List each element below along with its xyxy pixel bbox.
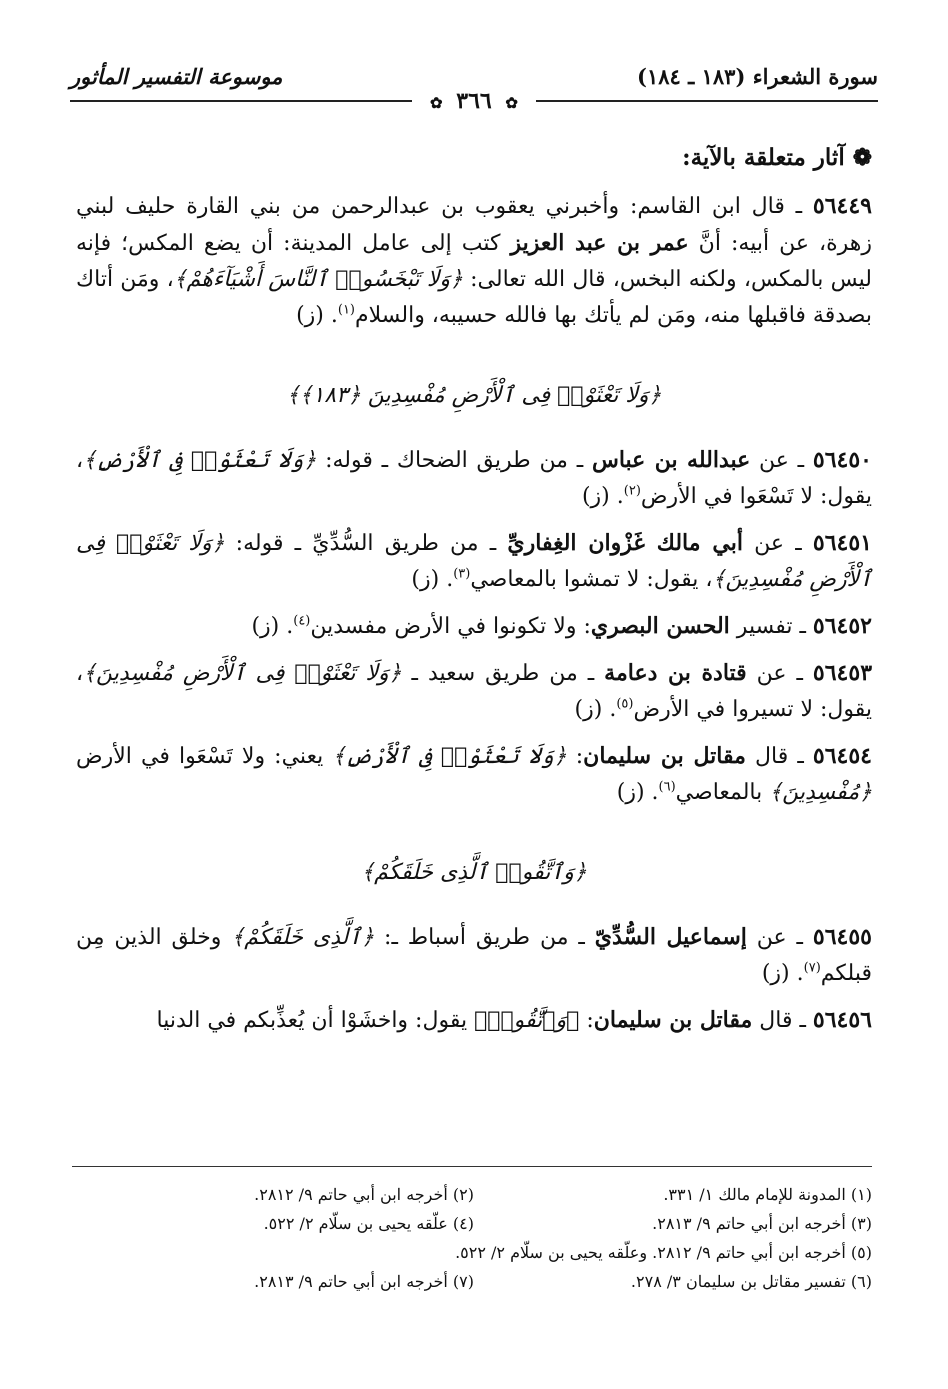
footnote-5: (٥) أخرجه ابن أبي حاتم ٩/ ٢٨١٢. وعلّقه يحيى بن سلّام ٢/ ٥٢٢. — [455, 1243, 872, 1262]
quran-quote: ﴿وَلَا تَعْثَوْا۟ فِى ٱلْأَرْضِ مُفْسِدِينَ﴾ — [76, 531, 872, 592]
footnote-6: (٦) تفسير مقاتل بن سليمان ٣/ ٢٧٨. — [630, 1272, 872, 1291]
footnote-3: (٣) أخرجه ابن أبي حاتم ٩/ ٢٨١٣. — [652, 1214, 872, 1233]
quran-quote: ﴿وَلَا تَعْثَوْا۟ فِى ٱلْأَرْضِ﴾ — [83, 448, 317, 473]
footnote-1: (١) المدونة للإمام مالك ١/ ٣٣١. — [663, 1185, 872, 1204]
footnote-ref: (٢) — [623, 483, 641, 499]
narration-5455: ٥٦٤٥٥ ـ عن إسماعيل السُّدِّيّ ـ من طريق أسباط ـ: ﴿ٱلَّذِى خَلَقَكُمْ﴾ وخلق الذين مِن قبلكم$^{(٧)}$. (ز) — [76, 924, 872, 986]
narration-5453: ٥٦٤٥٣ ـ عن قتادة بن دعامة ـ من طريق سعيد ـ ﴿وَلَا تَعْثَوْا۟ فِى ٱلْأَرْضِ مُفْسِدِينَ﴾، يقول: لا تسيروا في الأرض$^{(٥)}$. (ز) — [76, 660, 873, 722]
narration-number: ٥٦٤٥٤ — [812, 743, 872, 769]
narration-5456: ٥٦٤٥٦ ـ قال مقاتل بن سليمان: ﴿وَٱتَّقُوا۟﴾ يقول: واخشَوْا أن يُعذِّبكم في الدنيا — [156, 1007, 872, 1033]
narration-5449: ٥٦٤٤٩ ـ قال ابن القاسم: وأخبرني يعقوب بن عبدالرحمن من بني القارة حليف لبني زهرة، عن أبيه: أنَّ عمر بن عبد العزيز كتب إلى عامل المدينة: أن يضع المكس؛ فإنه ليس بالمكس، ولكنه البخس، قال الله تعالى: ﴿وَلَا تَبْخَسُوا۟ ٱلنَّاسَ أَشْيَآءَهُمْ﴾، ومَن أتاك بصدقة فاقبلها منه، ومَن لم يأتك بها فالله حسيبه، والسلام$^{(١)}$. (ز) — [76, 193, 872, 328]
footnote-4: (٤) علّقه يحيى بن سلّام ٢/ ٥٢٢. — [263, 1214, 474, 1233]
quran-quote: ﴿مُفْسِدِينَ﴾ — [769, 780, 872, 805]
footnote-ref: (١) — [337, 302, 355, 318]
narrator-name: عبدالله بن عباس — [591, 447, 751, 473]
page-number: ٣٦٦ — [456, 88, 492, 114]
footnote-7: (٧) أخرجه ابن أبي حاتم ٩/ ٢٨١٣. — [254, 1272, 474, 1291]
narration-5452: ٥٦٤٥٢ ـ تفسير الحسن البصري: ولا تكونوا في الأرض مفسدين$^{(٤)}$. (ز) — [251, 613, 872, 639]
narration-number: ٥٦٤٥٠ — [812, 447, 872, 473]
narrator-name: مقاتل بن سليمان — [593, 1007, 753, 1033]
main-text — [76, 140, 872, 1049]
ayah-heading: ﴿وَٱتَّقُوا۟ ٱلَّذِى خَلَقَكُمْ﴾ — [361, 860, 587, 885]
narrator-name: أبي مالك غَزْوان الغِفاريِّ — [507, 530, 743, 556]
narration-5451: ٥٦٤٥١ ـ عن أبي مالك غَزْوان الغِفاريِّ ـ من طريق السُّدِّيِّ ـ قوله: ﴿وَلَا تَعْثَوْا۟ فِى ٱلْأَرْضِ مُفْسِدِينَ﴾، يقول: لا تمشوا بالمعاصي$^{(٣)}$. (ز) — [76, 530, 872, 592]
quran-quote: ﴿وَلَا تَعْثَوْا۟ فِى ٱلْأَرْضِ مُفْسِدِينَ﴾ — [83, 661, 402, 686]
ornament-icon: ✿ — [430, 94, 443, 112]
narration-5450: ٥٦٤٥٠ ـ عن عبدالله بن عباس ـ من طريق الضحاك ـ قوله: ﴿وَلَا تَعْثَوْا۟ فِى ٱلْأَرْضِ﴾، يقول: لا تَسْعَوا في الأرض$^{(٢)}$. (ز) — [76, 447, 872, 509]
footnote-rule — [72, 1166, 872, 1167]
header-surah: سورة الشعراء (١٨٣ ـ ١٨٤) — [637, 64, 878, 89]
narration-number: ٥٦٤٥٢ — [812, 613, 872, 639]
section-title: ❁آثار متعلقة بالآية: — [682, 144, 872, 171]
footnote-ref: (٥) — [616, 696, 634, 712]
narrator-name: إسماعيل السُّدِّيّ — [594, 924, 747, 950]
narration-number: ٥٦٤٥١ — [812, 530, 872, 556]
ayah-heading: ﴿وَلَا تَعْثَوْا۟ فِى ٱلْأَرْضِ مُفْسِدِينَ ﴿١٨٣﴾﴾ — [286, 383, 662, 408]
footnote-ref: (٤) — [293, 613, 311, 629]
quran-quote: ﴿وَلَا تَبْخَسُوا۟ ٱلنَّاسَ أَشْيَآءَهُمْ﴾ — [173, 267, 463, 292]
narration-number: ٥٦٤٤٩ — [812, 193, 872, 219]
narration-5454: ٥٦٤٥٤ ـ قال مقاتل بن سليمان: ﴿وَلَا تَعْثَوْا۟ فِى ٱلْأَرْضِ﴾ يعني: ولا تَسْعَوا في الأرض ﴿مُفْسِدِينَ﴾ بالمعاصي$^{(٦)}$. (ز) — [76, 743, 872, 805]
narrator-name: عمر بن عبد العزيز — [510, 230, 689, 256]
narration-number: ٥٦٤٥٥ — [812, 924, 872, 950]
quran-quote: ﴿وَٱتَّقُوا۟﴾ — [474, 1008, 580, 1033]
narration-number: ٥٦٤٥٣ — [812, 660, 873, 686]
narrator-name: الحسن البصري — [590, 613, 730, 639]
flower-bullet-icon: ❁ — [852, 144, 872, 171]
narration-number: ٥٦٤٥٦ — [812, 1007, 872, 1033]
footnote-ref: (٦) — [658, 779, 676, 795]
narrator-name: قتادة بن دعامة — [604, 660, 747, 686]
footnote-2: (٢) أخرجه ابن أبي حاتم ٩/ ٢٨١٢. — [254, 1185, 474, 1204]
quran-quote: ﴿وَلَا تَعْثَوْا۟ فِى ٱلْأَرْضِ﴾ — [332, 744, 567, 769]
page-number-box — [412, 88, 536, 114]
footnote-ref: (٧) — [803, 960, 821, 976]
header-series-title: موسوعة التفسير المأثور — [70, 64, 283, 89]
quran-quote: ﴿ٱلَّذِى خَلَقَكُمْ﴾ — [231, 925, 375, 950]
narrator-name: مقاتل بن سليمان — [583, 743, 746, 769]
footnotes — [76, 1180, 872, 1296]
ornament-icon: ✿ — [505, 94, 518, 112]
footnote-ref: (٣) — [453, 566, 471, 582]
